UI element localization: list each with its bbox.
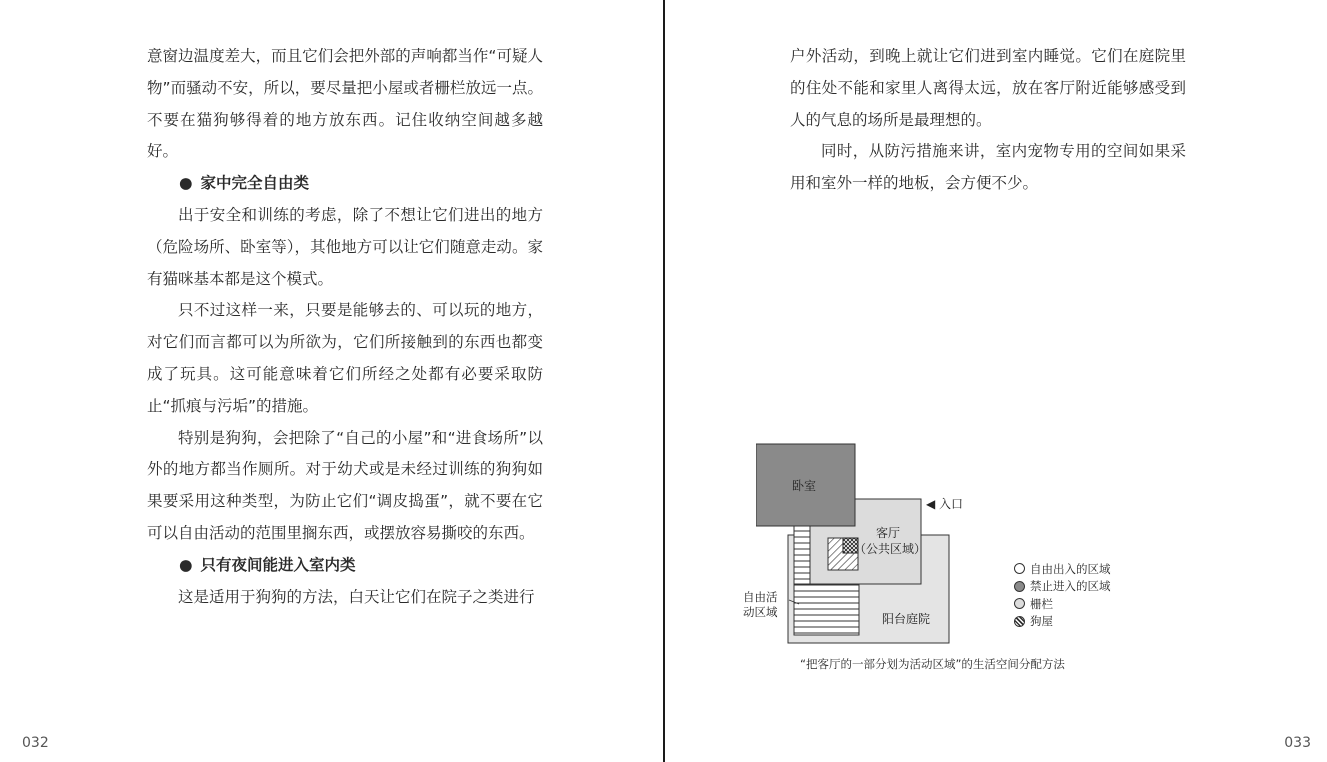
floor-plan-diagram	[743, 432, 1156, 692]
legend-label: 狗屋	[1030, 614, 1053, 629]
circle-icon	[1014, 563, 1025, 574]
heading-text: 只有夜间能进入室内类	[200, 555, 356, 574]
left-text-block	[147, 41, 543, 613]
legend	[1014, 560, 1111, 630]
free-zone-label-line1: 自由活	[743, 590, 778, 604]
living-room-label: 客厅	[876, 526, 901, 540]
paragraph: 只不过这样一来，只要是能够去的、可以玩的地方，对它们而言都可以为所欲为，它们所接触到的东西也都变成了玩具。这可能意味着它们所经之处都有必要采取防止“抓痕与污垢”的措施。	[147, 301, 543, 415]
entrance-label: ◀ 入口	[926, 497, 964, 511]
paragraph: 户外活动，到晚上就让它们进到室内睡觉。它们在庭院里的住处不能和家里人离得太远，放在客厅附近能够感受到人的气息的场所是最理想的。	[790, 47, 1186, 129]
bullet-icon: ●	[179, 555, 193, 574]
legend-label: 自由出入的区域	[1030, 561, 1111, 576]
fence-circle-icon	[1014, 598, 1025, 609]
yard-label: 阳台庭院	[882, 612, 931, 626]
bedroom-label: 卧室	[792, 479, 817, 493]
living-room-sub-label: （公共区域）	[854, 542, 927, 556]
legend-label: 禁止进入的区域	[1030, 579, 1111, 594]
section-heading	[147, 550, 543, 582]
paragraph: 同时，从防污措施来讲，室内宠物专用的空间如果采用和室外一样的地板，会方便不少。	[790, 142, 1186, 193]
free-zone-bottom	[794, 584, 859, 635]
bullet-icon: ●	[179, 174, 193, 193]
doghouse-icon	[1014, 616, 1025, 627]
page-number-right: 033	[1284, 735, 1311, 751]
book-spine	[663, 0, 665, 762]
figure-caption: “把客厅的一部分划为活动区域”的生活空间分配方法	[800, 657, 1065, 671]
legend-forbidden	[1014, 578, 1111, 596]
legend-free	[1014, 560, 1111, 578]
free-zone-label-line2: 动区域	[743, 605, 778, 619]
legend-label: 栅栏	[1030, 596, 1053, 611]
legend-fence	[1014, 595, 1111, 613]
section-heading	[147, 168, 543, 200]
heading-text: 家中完全自由类	[200, 174, 310, 193]
filled-circle-icon	[1014, 581, 1025, 592]
paragraph: 出于安全和训练的考虑，除了不想让它们进出的地方（危险场所、卧室等），其他地方可以让它们随意走动。家有猫咪基本都是这个模式。	[147, 205, 543, 288]
right-text-block	[790, 41, 1186, 200]
page-number-left: 032	[22, 735, 49, 751]
paragraph: 意窗边温度差大，而且它们会把外部的声响都当作“可疑人物”而骚动不安，所以，要尽量把小屋或者栅栏放远一点。不要在猫狗够得着的地方放东西。记住收纳空间越多越好。	[147, 47, 543, 161]
paragraph: 特别是狗狗，会把除了“自己的小屋”和“进食场所”以外的地方都当作厕所。对于幼犬或是未经过训练的狗狗如果要采用这种类型，为防止它们“调皮捣蛋”，就不要在它可以自由活动的范围里搁东西，或摆放容易撕咬的东西。	[147, 428, 543, 542]
paragraph: 这是适用于狗狗的方法，白天让它们在院子之类进行	[178, 587, 535, 606]
legend-doghouse	[1014, 613, 1111, 631]
right-page	[666, 0, 1327, 762]
